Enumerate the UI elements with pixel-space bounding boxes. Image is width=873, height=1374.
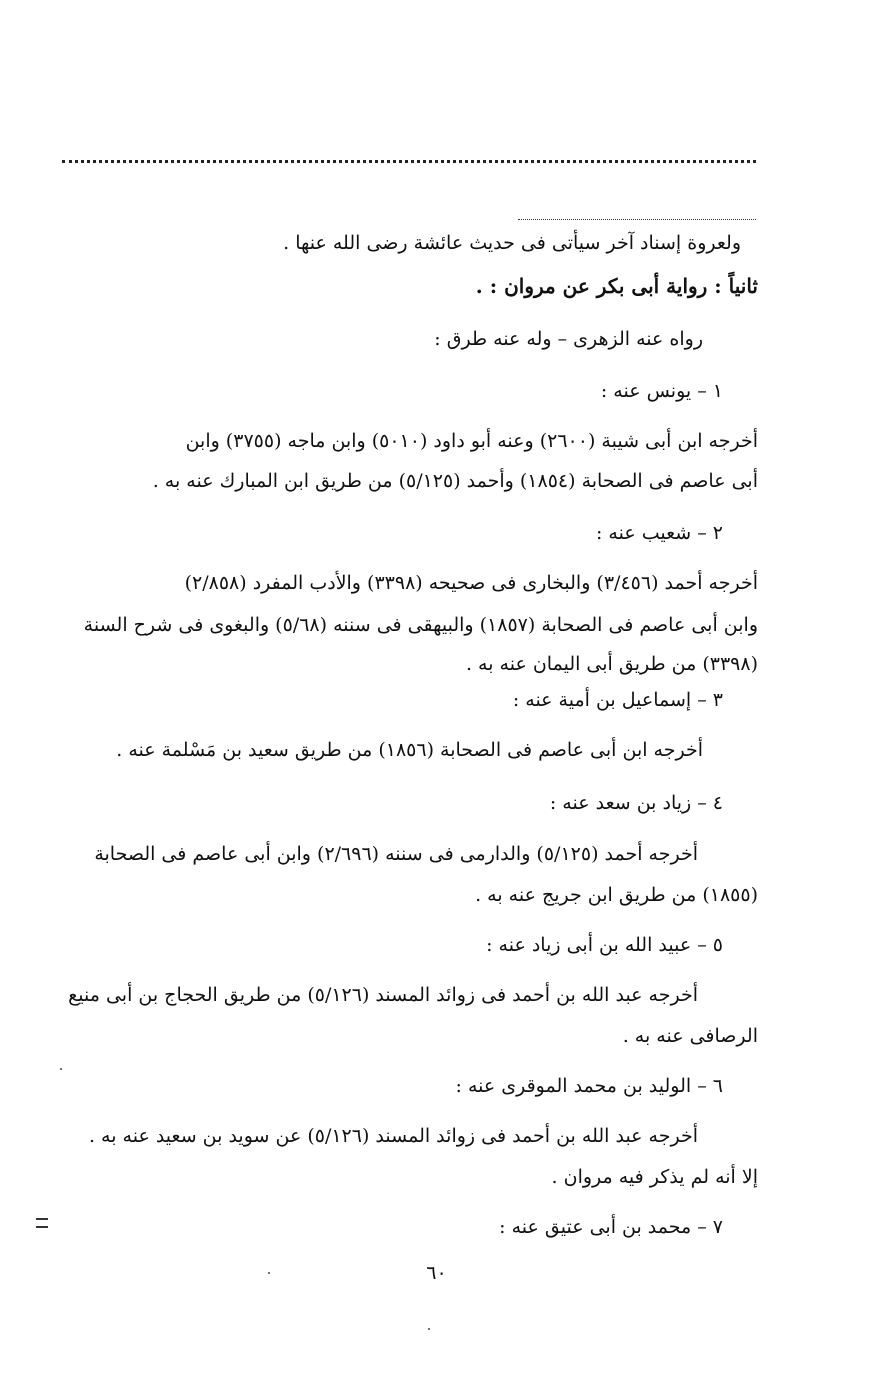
- list-item-heading-4: ٤ – زياد بن سعد عنه :: [549, 792, 723, 814]
- scan-speck: [60, 1068, 62, 1070]
- text-line-3: رواه عنه الزهرى – وله عنه طرق :: [434, 328, 703, 350]
- page-number: ٦٠: [426, 1262, 447, 1284]
- text-line-20: أخرجه عبد الله بن أحمد فى زوائد المسند (٥/١٢٦) عن سويد بن سعيد عنه به .: [88, 1125, 698, 1147]
- list-item-heading-5: ٥ – عبيد الله بن أبى زياد عنه :: [486, 934, 723, 956]
- footnote-dotted-separator: [518, 219, 756, 220]
- text-line-9: وابن أبى عاصم فى الصحابة (١٨٥٧) والبيهقى فى سننه (٥/٦٨) والبغوى فى شرح السنة: [83, 614, 758, 636]
- text-line-18: الرصافى عنه به .: [622, 1025, 758, 1047]
- text-line-5: أخرجه ابن أبى شيبة (٢٦٠٠) وعنه أبو داود (٥٠١٠) وابن ماجه (٣٧٥٥) وابن: [185, 430, 758, 452]
- list-item-heading-7: ٧ – محمد بن أبى عتيق عنه :: [499, 1216, 723, 1238]
- text-line-15: (١٨٥٥) من طريق ابن جريج عنه به .: [475, 884, 758, 906]
- list-item-heading-3: ٣ – إسماعيل بن أمية عنه :: [512, 689, 723, 711]
- text-line-1: ولعروة إسناد آخر سيأتى فى حديث عائشة رضى الله عنها .: [283, 232, 741, 254]
- scan-speck: [268, 1272, 270, 1274]
- list-item-heading-1: ١ – يونس عنه :: [600, 380, 723, 402]
- text-line-10: (٣٣٩٨) من طريق أبى اليمان عنه به .: [465, 653, 758, 675]
- text-line-6: أبى عاصم فى الصحابة (١٨٥٤) وأحمد (٥/١٢٥) من طريق ابن المبارك عنه به .: [152, 470, 758, 492]
- list-item-heading-2: ٢ – شعيب عنه :: [595, 522, 723, 544]
- scan-speck: [428, 1328, 430, 1330]
- text-line-17: أخرجه عبد الله بن أحمد فى زوائد المسند (٥/١٢٦) من طريق الحجاج بن أبى منيع: [68, 984, 698, 1006]
- section-heading: ثانياً : رواية أبى بكر عن مروان : .: [475, 274, 758, 298]
- margin-mark: [36, 1218, 48, 1228]
- text-line-21: إلا أنه لم يذكر فيه مروان .: [551, 1166, 758, 1188]
- list-item-heading-6: ٦ – الوليد بن محمد الموقرى عنه :: [455, 1075, 723, 1097]
- text-line-8: أخرجه أحمد (٣/٤٥٦) والبخارى فى صحيحه (٣٣٩٨) والأدب المفرد (٢/٨٥٨): [184, 572, 758, 594]
- text-line-12: أخرجه ابن أبى عاصم فى الصحابة (١٨٥٦) من طريق سعيد بن مَسْلمة عنه .: [116, 739, 703, 761]
- text-line-14: أخرجه أحمد (٥/١٢٥) والدارمى فى سننه (٢/٦٩٦) وابن أبى عاصم فى الصحابة: [94, 843, 698, 865]
- top-dotted-separator: [62, 160, 756, 163]
